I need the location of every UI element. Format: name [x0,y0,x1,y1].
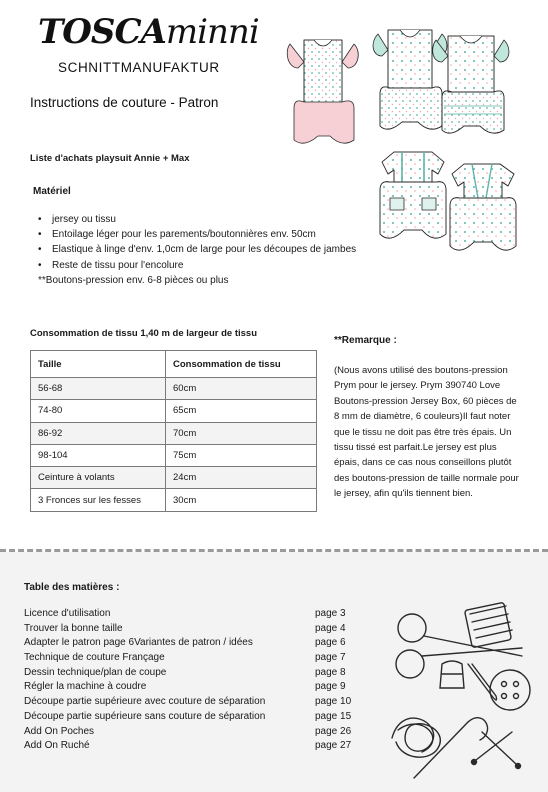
table-row: 98-104 75cm [31,444,317,466]
column-header-consumption: Consommation de tissu [166,351,317,378]
brand-logo-main: TOSCA [38,12,166,52]
brand-logo-tail: minni [165,12,259,52]
list-item: • Reste de tissu pour l'encolure [38,258,358,273]
fabric-consumption-heading: Consommation de tissu 1,40 m de largeur de tissu [30,328,258,339]
bullet-icon: • [38,244,42,256]
toc-entry[interactable]: Adapter le patron page 6Variantes de patron / idées page 6 [24,637,346,649]
toc-entry[interactable]: Dessin technique/plan de coupe page 8 [24,666,346,678]
bullet-icon: • [38,214,42,225]
brand-subtitle: SCHNITTMANUFAKTUR [58,60,220,75]
bullet-icon: • [38,259,42,271]
toc-entry[interactable]: Découpe partie supérieure sans couture de séparation page 15 [24,710,352,722]
toc-entry[interactable]: Trouver la bonne taille page 4 [24,622,346,634]
shopping-list-heading: Liste d'achats playsuit Annie + Max [30,153,190,164]
snap-buttons-note: **Boutons-pression env. 6-8 pièces ou plus [38,274,229,286]
table-of-contents [24,608,364,755]
table-header-row [31,351,317,378]
bullet-icon: • [38,229,42,241]
table-row: Ceinture à volants 24cm [31,467,317,489]
page-title: Instructions de couture - Patron [30,95,219,110]
table-row: 3 Fronces sur les fesses 30cm [31,489,317,511]
list-item: • Entoilage léger pour les parements/boutonnières env. 50cm [38,227,358,242]
toc-heading: Table des matières : [24,582,120,593]
column-header-size: Taille [31,351,166,378]
toc-entry[interactable]: Technique de couture Françage page 7 [24,652,346,664]
remark-heading: **Remarque : [334,335,397,346]
toc-entry[interactable]: Add On Poches page 26 [24,725,352,737]
brand-logo [38,12,259,52]
list-item: • Elastique à linge d'env. 1,0cm de large pour les découpes de jambes [38,242,358,257]
list-item: • jersey ou tissu [38,212,358,227]
playsuit-illustration [282,22,544,280]
toc-entry[interactable]: Découpe partie supérieure avec couture de séparation page 10 [24,696,352,708]
fabric-consumption-table [30,350,317,512]
table-row: 86-92 70cm [31,422,317,444]
sewing-tools-illustration [372,592,542,784]
materials-heading: Matériel [33,186,71,197]
table-row: 56-68 60cm [31,378,317,400]
remark-body: (Nous avons utilisé des boutons-pression Prym pour le jersey. Prym 390740 Love Boutons-pression Jersey Box, 60 pièces de 8 mm de diamètre, 6 couleurs)Il faut noter que le tissu ne doit pas être très épais. Un tissu tissé est parfait.Le jersey est plus épais, dans ce cas nous conseillons plutôt des boutons-pression de taille normale pour le jersey, afin qu'ils tiennent bien. [334,365,519,500]
toc-entry[interactable]: Régler la machine à coudre page 9 [24,681,346,693]
table-row: 74-80 65cm [31,400,317,422]
toc-entry[interactable]: Add On Ruché page 27 [24,740,352,752]
toc-entry[interactable]: Licence d'utilisation page 3 [24,608,346,619]
